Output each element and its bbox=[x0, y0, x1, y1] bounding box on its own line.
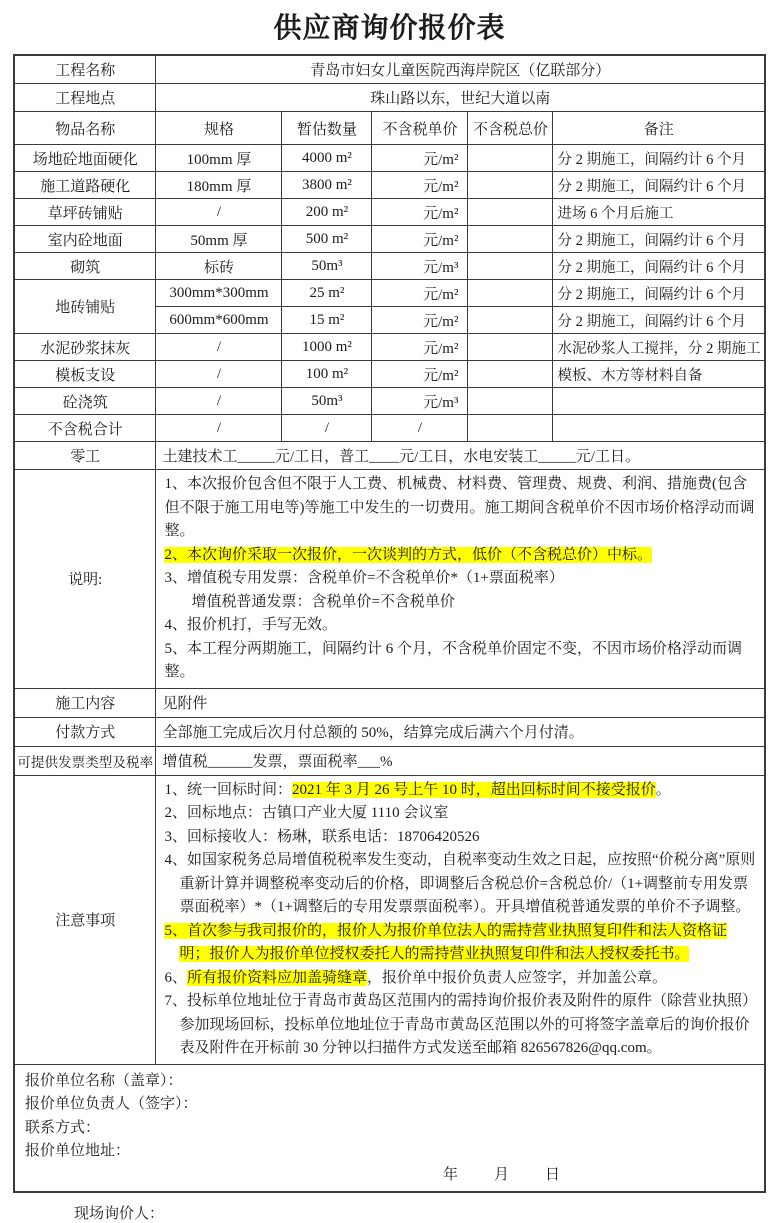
cell-total-price bbox=[468, 361, 553, 388]
cell-spec: 180mm 厚 bbox=[156, 172, 282, 199]
cell-remark: 分 2 期施工，间隔约计 6 个月 bbox=[553, 172, 765, 199]
table-row bbox=[14, 226, 765, 253]
header-total-price: 不含税总价 bbox=[468, 112, 553, 145]
notice-label: 注意事项 bbox=[14, 775, 156, 1064]
note-line: 增值税普通发票：含税单价=不含税单价 bbox=[191, 593, 455, 610]
project-name-value: 青岛市妇女儿童医院西海岸院区（亿联部分） bbox=[156, 55, 765, 84]
project-name-label: 工程名称 bbox=[14, 55, 156, 84]
cell-total-price bbox=[468, 199, 553, 226]
payment-value: 全部施工完成后次月付总额的 50%，结算完成后满六个月付清。 bbox=[156, 717, 765, 746]
cell-total-price bbox=[468, 415, 553, 442]
cell-remark: 分 2 期施工，间隔约计 6 个月 bbox=[553, 145, 765, 172]
cell-total-price bbox=[468, 334, 553, 361]
cell-qty: 50m³ bbox=[282, 253, 372, 280]
cell-item-name: 地砖铺贴 bbox=[14, 280, 156, 334]
table-row bbox=[14, 253, 765, 280]
cell-spec: 600mm*600mm bbox=[156, 307, 282, 334]
notice-line: 4、如国家税务总局增值税税率发生变动，自税率变动生效之日起，应按照“价税分离”原则重新计算并调整税率变动后的价格，即调整后含税总价=含税总价/（1+调整前专用发票票面税率）*（1+调整后的专用发票票面税率）。开具增值税普通发票的单价不予调整。 bbox=[164, 852, 756, 915]
header-remark: 备注 bbox=[553, 112, 765, 145]
note-line: 2、本次询价采取一次报价，一次谈判的方式，低价（不含税总价）中标。 bbox=[164, 546, 652, 563]
cell-remark: 水泥砂浆人工搅拌，分 2 期施工 bbox=[553, 334, 765, 361]
notice-content bbox=[156, 775, 765, 1064]
cell-item-name: 室内砼地面 bbox=[14, 226, 156, 253]
cell-qty: 100 m² bbox=[282, 361, 372, 388]
cell-spec: 300mm*300mm bbox=[156, 280, 282, 307]
cell-total-price bbox=[468, 226, 553, 253]
header-spec: 规格 bbox=[156, 112, 282, 145]
cell-total-price bbox=[468, 172, 553, 199]
notice-line: 1、统一回标时间：2021 年 3 月 26 号上午 10 时，超出回标时间不接受报价。 bbox=[164, 781, 671, 798]
cell-spec: / bbox=[156, 199, 282, 226]
cell-unit-price: 元/m² bbox=[372, 172, 468, 199]
cell-spec: / bbox=[156, 415, 282, 442]
cell-remark: 分 2 期施工，间隔约计 6 个月 bbox=[553, 307, 765, 334]
notice-line: 7、投标单位地址位于青岛市黄岛区范围内的需持询价报价表及附件的原件（除营业执照）参加现场回标，投标单位地址位于青岛市黄岛区范围以外的可将签字盖章后的询价报价表及附件在开标前 30 分钟以扫描件方式发送至邮箱 826567826@qq.com。 bbox=[164, 993, 750, 1056]
page-title: 供应商询价报价表 bbox=[273, 13, 506, 44]
cell-unit-price: / bbox=[372, 415, 468, 442]
cell-item-name: 场地砼地面硬化 bbox=[14, 145, 156, 172]
cell-qty: 500 m² bbox=[282, 226, 372, 253]
cell-qty: 4000 m² bbox=[282, 145, 372, 172]
project-name-row bbox=[14, 55, 765, 84]
project-location-row bbox=[14, 84, 765, 112]
cell-qty: 1000 m² bbox=[282, 334, 372, 361]
notice-line: 2、回标地点：古镇口产业大厦 1110 会议室 bbox=[164, 805, 449, 821]
cell-unit-price: 元/m³ bbox=[372, 253, 468, 280]
header-item-name: 物品名称 bbox=[14, 112, 156, 145]
cell-remark: 进场 6 个月后施工 bbox=[553, 199, 765, 226]
table-row bbox=[14, 361, 765, 388]
cell-item-name: 不含税合计 bbox=[14, 415, 156, 442]
cell-unit-price: 元/m³ bbox=[372, 388, 468, 415]
date-line: 年 月 日 bbox=[442, 1166, 562, 1183]
project-location-value: 珠山路以东，世纪大道以南 bbox=[156, 84, 765, 112]
cell-total-price bbox=[468, 280, 553, 307]
notes-row bbox=[14, 470, 765, 689]
cell-item-name: 砼浇筑 bbox=[14, 388, 156, 415]
signature-line: 报价单位负责人（签字）： bbox=[24, 1096, 198, 1112]
labor-label: 零工 bbox=[14, 442, 156, 470]
cell-spec: / bbox=[156, 388, 282, 415]
table-row bbox=[14, 334, 765, 361]
table-row bbox=[14, 280, 765, 307]
cell-remark: 模板、木方等材料自备 bbox=[553, 361, 765, 388]
cell-remark bbox=[553, 388, 765, 415]
notice-line: 5、首次参与我司报价的，报价人为报价单位法人的需持营业执照复印件和法人资格证明；报价人为报价单位授权委托人的需持营业执照复印件和法人授权委托书。 bbox=[164, 922, 727, 962]
signature-line: 报价单位名称（盖章）： bbox=[24, 1072, 183, 1089]
cell-qty: 50m³ bbox=[282, 388, 372, 415]
cell-item-name: 施工道路硬化 bbox=[14, 172, 156, 199]
cell-unit-price: 元/m² bbox=[372, 199, 468, 226]
cell-remark: 分 2 期施工，间隔约计 6 个月 bbox=[553, 253, 765, 280]
cell-qty: 25 m² bbox=[282, 280, 372, 307]
header-unit-price: 不含税单价 bbox=[372, 112, 468, 145]
signature-line: 报价单位地址： bbox=[24, 1143, 130, 1159]
cell-spec: 100mm 厚 bbox=[156, 145, 282, 172]
cell-spec: 50mm 厚 bbox=[156, 226, 282, 253]
cell-unit-price: 元/m² bbox=[372, 361, 468, 388]
cell-qty: 3800 m² bbox=[282, 172, 372, 199]
cell-item-name: 砌筑 bbox=[14, 253, 156, 280]
note-line: 1、本次报价包含但不限于人工费、机械费、材料费、管理费、规费、利润、措施费(包含但不限于施工用电等)等施工中发生的一切费用。施工期间含税单价不因市场价格浮动而调整。 bbox=[164, 476, 755, 539]
cell-spec: / bbox=[156, 334, 282, 361]
note-line: 4、报价机打，手写无效。 bbox=[164, 617, 337, 633]
table-row bbox=[14, 415, 765, 442]
table-row bbox=[14, 388, 765, 415]
notice-line: 3、回标接收人：杨琳，联系电话：18706420526 bbox=[164, 828, 480, 845]
signature-row bbox=[14, 1064, 765, 1192]
cell-unit-price: 元/m² bbox=[372, 226, 468, 253]
labor-row bbox=[14, 442, 765, 470]
construction-label: 施工内容 bbox=[14, 688, 156, 717]
cell-remark: 分 2 期施工，间隔约计 6 个月 bbox=[553, 226, 765, 253]
cell-total-price bbox=[468, 145, 553, 172]
payment-label: 付款方式 bbox=[14, 717, 156, 746]
cell-unit-price: 元/m² bbox=[372, 307, 468, 334]
construction-row bbox=[14, 688, 765, 717]
construction-value: 见附件 bbox=[156, 688, 765, 717]
project-location-label: 工程地点 bbox=[14, 84, 156, 112]
cell-total-price bbox=[468, 307, 553, 334]
cell-item-name: 水泥砂浆抹灰 bbox=[14, 334, 156, 361]
cell-unit-price: 元/m² bbox=[372, 334, 468, 361]
table-row bbox=[14, 172, 765, 199]
cell-qty: / bbox=[282, 415, 372, 442]
invoice-value: 增值税______发票，票面税率___% bbox=[156, 746, 765, 775]
site-inquirer-label: 现场询价人： bbox=[74, 1206, 165, 1222]
notes-content bbox=[156, 470, 765, 689]
notice-line: 6、所有报价资料应加盖骑缝章，报价单中报价负责人应签字，并加盖公章。 bbox=[164, 969, 668, 986]
cell-unit-price: 元/m² bbox=[372, 145, 468, 172]
signature-block bbox=[14, 1064, 765, 1192]
cell-spec: / bbox=[156, 361, 282, 388]
table-row bbox=[14, 199, 765, 226]
notes-label: 说明: bbox=[14, 470, 156, 689]
quotation-table bbox=[13, 54, 766, 1193]
cell-remark: 分 2 期施工，间隔约计 6 个月 bbox=[553, 280, 765, 307]
cell-total-price bbox=[468, 253, 553, 280]
cell-remark bbox=[553, 415, 765, 442]
cell-qty: 15 m² bbox=[282, 307, 372, 334]
header-qty: 暂估数量 bbox=[282, 112, 372, 145]
invoice-label: 可提供发票类型及税率 bbox=[14, 746, 156, 775]
cell-total-price bbox=[468, 388, 553, 415]
table-row bbox=[14, 145, 765, 172]
cell-item-name: 草坪砖铺贴 bbox=[14, 199, 156, 226]
cell-qty: 200 m² bbox=[282, 199, 372, 226]
cell-spec: 标砖 bbox=[156, 253, 282, 280]
payment-row bbox=[14, 717, 765, 746]
items-header-row bbox=[14, 112, 765, 145]
cell-item-name: 模板支设 bbox=[14, 361, 156, 388]
invoice-row bbox=[14, 746, 765, 775]
labor-value: 土建技术工_____元/工日，普工____元/工日，水电安装工_____元/工日。 bbox=[156, 442, 765, 470]
cell-unit-price: 元/m² bbox=[372, 280, 468, 307]
note-line: 5、本工程分两期施工，间隔约计 6 个月，不含税单价固定不变，不因市场价格浮动而调整。 bbox=[164, 640, 742, 680]
note-line: 3、增值税专用发票：含税单价=不含税单价*（1+票面税率） bbox=[164, 570, 564, 586]
signature-line: 联系方式： bbox=[24, 1119, 100, 1136]
notice-row bbox=[14, 775, 765, 1064]
